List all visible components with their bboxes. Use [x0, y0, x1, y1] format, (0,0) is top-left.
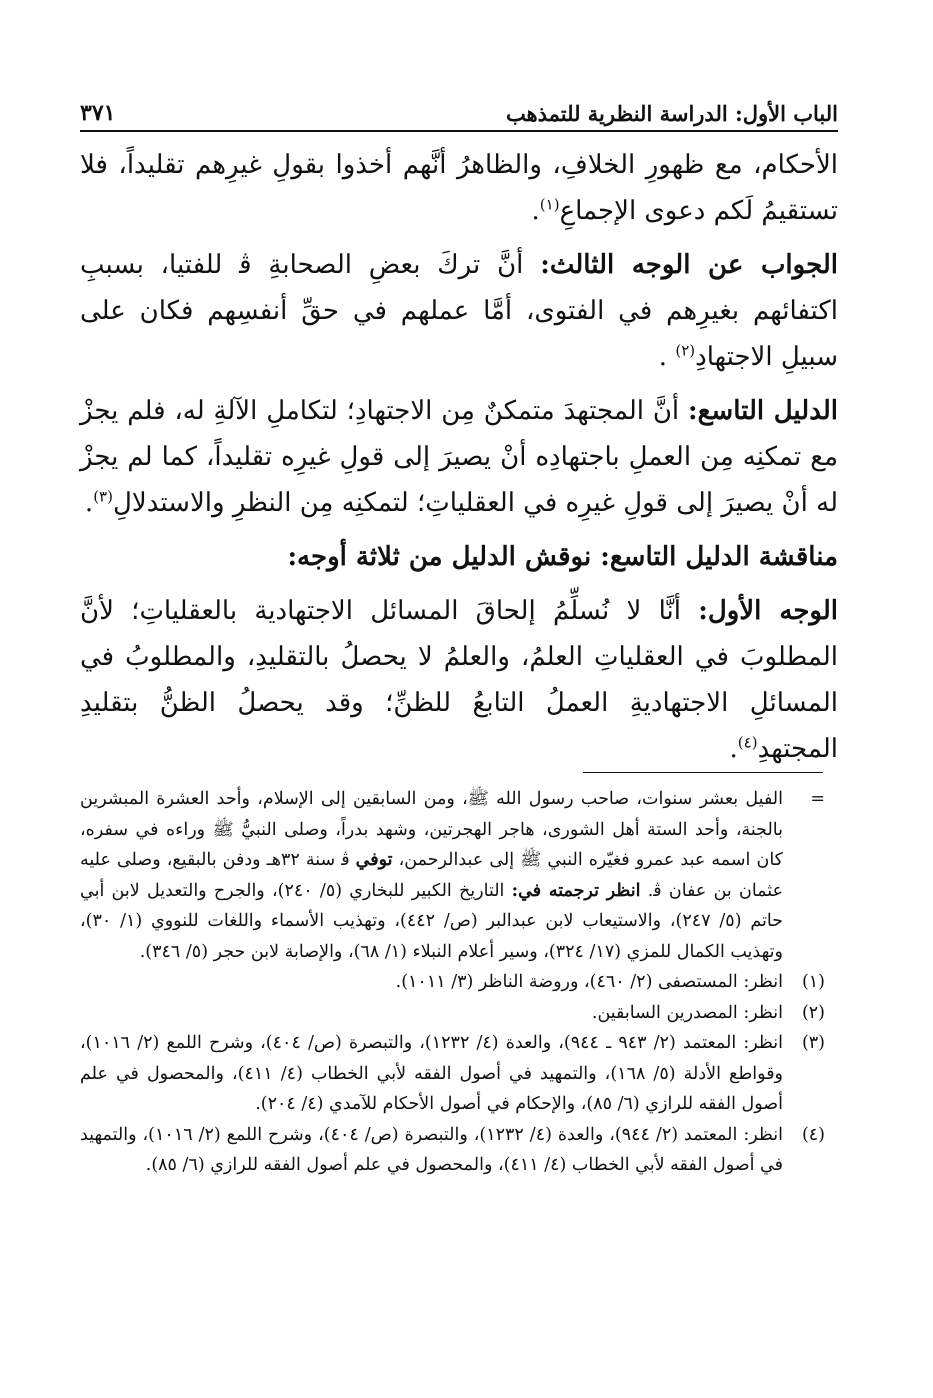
- running-header: [80, 90, 838, 126]
- footnote-mark: (١): [801, 972, 825, 992]
- footnote-3: [80, 1028, 825, 1120]
- heading-discussion: مناقشة الدليل التاسع:: [600, 542, 838, 572]
- footnote-mark: (٣): [801, 1033, 825, 1053]
- footnote-mark: (٢): [801, 1002, 825, 1023]
- heading-answer-third: الجواب عن الوجه الثالث:: [540, 250, 839, 280]
- heading-first-aspect: الوجه الأول:: [698, 596, 838, 626]
- footnote-continuation: = الفيل بعشر سنوات، صاحب رسول الله ﷺ، ومن السابقين إلى الإسلام، وأحد العشرة المبشرين بالجنة، وأحد الستة أهل الشورى، هاجر الهجرتين، وشهد بدراً، وصلى النبيُّ ﷺ وراءه في سفره، كان اسمه عبد عمرو فغيّره النبي ﷺ إلى عبدالرحمن، توفي ﭬ سنة ٣٢هـ ودفن بالبقيع، وصلى عليه عثمان بن عفان ﭬ. انظر ترجمته في: التاريخ الكبير للبخاري (٥/ ٢٤٠)، والجرح والتعديل لابن أبي حاتم (٥/ ٢٤٧)، والاستيعاب لابن عبدالبر (ص/ ٤٤٢)، وتهذيب الأسماء واللغات للنووي (١/ ٣٠)، وتهذيب الكمال للمزي (١٧/ ٣٢٤)، وسير أعلام النبلاء (١/ ٦٨)، والإصابة لابن حجر (٥/ ٣٤٦).: [80, 784, 825, 967]
- paragraph-1: الأحكام، مع ظهورِ الخلافِ، والظاهرُ أنَّهم أخذوا بقولِ غيرِهم تقليداً، فلا تستقيمُ لَكم دعوى الإجماعِ$^{(١)}$.: [80, 150, 838, 226]
- footnote-ref-4[interactable]: (٤): [737, 733, 758, 752]
- paragraph-5: الوجه الأول: أنَّا لا نُسلِّمُ إلحاقَ المسائل الاجتهادية بالعقلياتِ؛ لأنَّ المطلوبَ في العقلياتِ العلمُ، والعلمُ لا يحصلُ بالتقليدِ، والمطلوبُ في المسائلِ الاجتهاديةِ العملُ التابعُ للظنِّ؛ وقد يحصلُ الظنُّ بتقليدِ المجتهدِ$^{(٤)}$.: [80, 596, 838, 764]
- paragraph-2: الجواب عن الوجه الثالث: أنَّ تركَ بعضِ الصحابةِ ﭬ للفتيا، بسببِ اكتفائهم بغيرِهم في الفتوى، أمَّا عملهم في حقِّ أنفسِهم فكان على سبيلِ الاجتهادِ$^{(٢)}$ .: [80, 250, 839, 372]
- paragraph-3: الدليل التاسع: أنَّ المجتهدَ متمكنٌ مِن الاجتهادِ؛ لتكاملِ الآلةِ له، فلم يجزْ مع تمكنِه مِن العملِ باجتهادِه أنْ يصيرَ إلى قولِ غيرِه تقليداً، كما لم يجزْ له أنْ يصيرَ إلى قولِ غيرِه في العقلياتِ؛ لتمكنِه مِن النظرِ والاستدلالِ$^{(٣)}$.: [80, 396, 838, 518]
- footnote-ref-1[interactable]: (١): [539, 195, 560, 214]
- page-number: ٣٧١: [80, 100, 116, 126]
- footnote-text: انظر: المصدرين السابقين.: [591, 1002, 783, 1023]
- footnote-mark: (٤): [801, 1124, 825, 1145]
- footnote-1: [80, 967, 825, 998]
- header-rule: [80, 130, 838, 132]
- main-text: [80, 142, 838, 780]
- footnote-rule: [583, 772, 823, 773]
- footnote-ref-3[interactable]: (٣): [93, 487, 113, 506]
- paragraph-4: مناقشة الدليل التاسع: نوقش الدليل من ثلاثة أوجه:: [287, 542, 838, 572]
- footnote-text: انظر: المعتمد (٢/ ٩٤٤)، والعدة (٤/ ١٢٣٢)، والتبصرة (ص/ ٤٠٤)، وشرح اللمع (٢/ ١٠١٦)، والتمهيد في أصول الفقه لأبي الخطاب (٤/ ٤١١)، والمحصول في علم أصول الفقه للرازي (٦/ ٨٥).: [80, 1124, 783, 1175]
- chapter-title: الباب الأول: الدراسة النظرية للتمذهب: [505, 101, 838, 126]
- continuation-mark: =: [810, 789, 825, 809]
- footnote-ref-2[interactable]: (٢): [675, 341, 696, 360]
- footnote-text: انظر: المعتمد (٢/ ٩٤٣ ـ ٩٤٤)، والعدة (٤/ ١٢٣٢)، والتبصرة (ص/ ٤٠٤)، وشرح اللمع (٢/ ١٠١٦)، وقواطع الأدلة (٥/ ١٦٨)، والتمهيد في أصول الفقه لأبي الخطاب (٤/ ٤١١)، والمحصول في علم أصول الفقه للرازي (٦/ ٨٥)، والإحكام في أصول الأحكام للآمدي (٤/ ٢٠٤).: [80, 1033, 784, 1114]
- footnote-text: انظر: المستصفى (٢/ ٤٦٠)، وروضة الناظر (٣/ ١٠١١).: [395, 972, 783, 992]
- footnote-2: [80, 998, 825, 1029]
- footnote-4: [80, 1120, 825, 1181]
- heading-ninth-evidence: الدليل التاسع:: [687, 396, 838, 426]
- footnotes: [80, 784, 825, 1181]
